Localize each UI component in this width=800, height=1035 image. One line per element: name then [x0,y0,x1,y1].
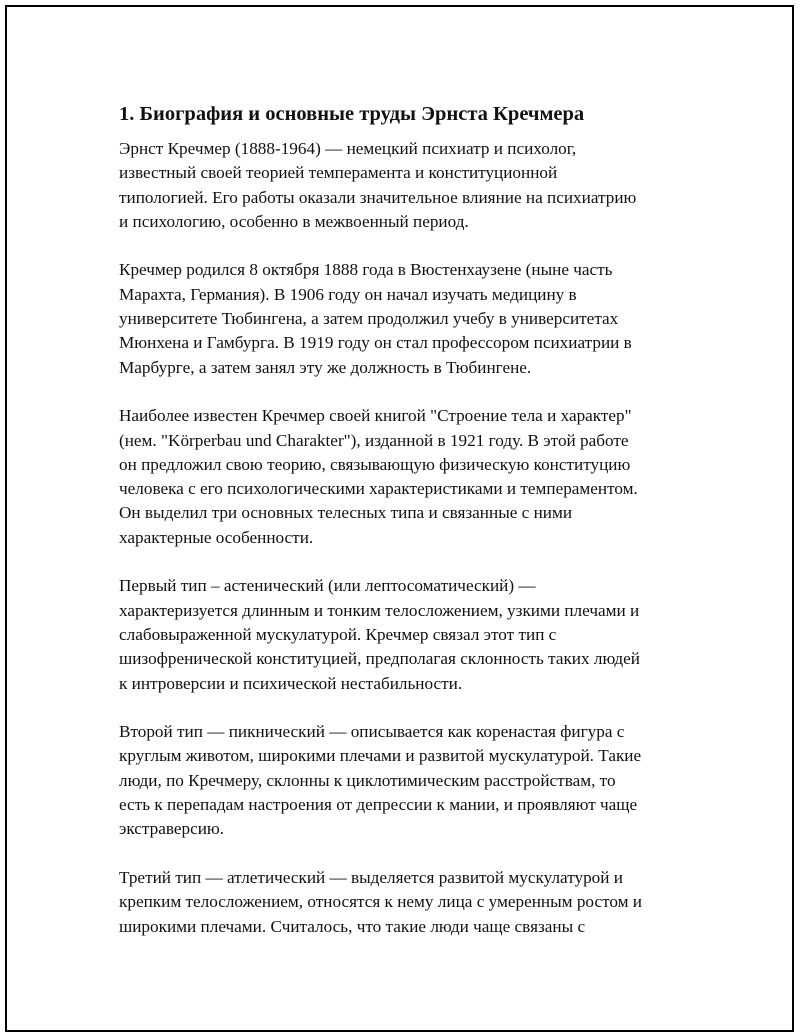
text-line: университете Тюбингена, а затем продолжил учебу в университетах [119,309,619,329]
text-line: экстраверсию. [119,819,225,839]
paragraph-athletic-type [119,866,709,939]
section-heading: 1. Биография и основные труды Эрнста Кречмера [119,103,585,125]
paragraph-pyknic-type [119,720,709,841]
text-line: шизофренической конституцией, предполагая склонность таких людей [119,649,641,669]
text-line: круглым животом, широкими плечами и развитой мускулатурой. Такие [119,746,642,766]
text-line: Мюнхена и Гамбурга. В 1919 году он стал профессором психиатрии в [119,333,632,353]
text-line: Первый тип – астенический (или лептосоматический) — [119,576,536,596]
text-line: характерные особенности. [119,527,314,547]
text-line: типологией. Его работы оказали значительное влияние на психиатрию [119,187,637,207]
text-line: известный своей теорией темперамента и конституционной [119,163,558,183]
text-line: широкими плечами. Считалось, что такие люди чаще связаны с [119,916,586,936]
paragraph-biography [119,258,709,379]
text-line: Марбурге, а затем занял эту же должность в Тюбингене. [119,357,532,377]
paragraph-intro [119,137,709,234]
paragraph-book [119,404,709,550]
text-line: Второй тип — пикнический — описывается как коренастая фигура с [119,722,625,742]
text-line: к интроверсии и психической нестабильности. [119,673,463,693]
paragraph-asthenic-type [119,574,709,695]
text-line: характеризуется длинным и тонким телосложением, узкими плечами и [119,600,640,620]
text-line: человека с его психологическими характеристиками и темпераментом. [119,479,638,499]
text-line: Марахта, Германия). В 1906 году он начал изучать медицину в [119,284,577,304]
text-line: Эрнст Кречмер (1888-1964) — немецкий психиатр и психолог, [119,139,577,158]
document-body [119,101,709,963]
text-line: Третий тип — атлетический — выделяется развитой мускулатурой и [119,867,623,887]
text-line: слабовыраженной мускулатурой. Кречмер связал этот тип с [119,624,557,644]
text-line: люди, по Кречмеру, склонны к циклотимическим расстройствам, то [119,770,616,790]
text-line: Наиболее известен Кречмер своей книгой "Строение тела и характер" [119,406,632,426]
text-line: крепким телосложением, относятся к нему лица с умеренным ростом и [119,892,643,912]
text-line: есть к перепадам настроения от депрессии к мании, и проявляют чаще [119,795,638,815]
page-frame [5,5,794,1032]
text-line: Кречмер родился 8 октября 1888 года в Вюстенхаузене (ныне часть [119,260,613,280]
text-line: он предложил свою теорию, связывающую физическую конституцию [119,454,631,474]
text-line: (нем. "Körperbau und Charakter"), изданной в 1921 году. В этой работе [119,430,629,450]
text-line: и психологию, особенно в межвоенный период. [119,211,469,231]
text-line: Он выделил три основных телесных типа и связанные с ними [119,503,573,523]
